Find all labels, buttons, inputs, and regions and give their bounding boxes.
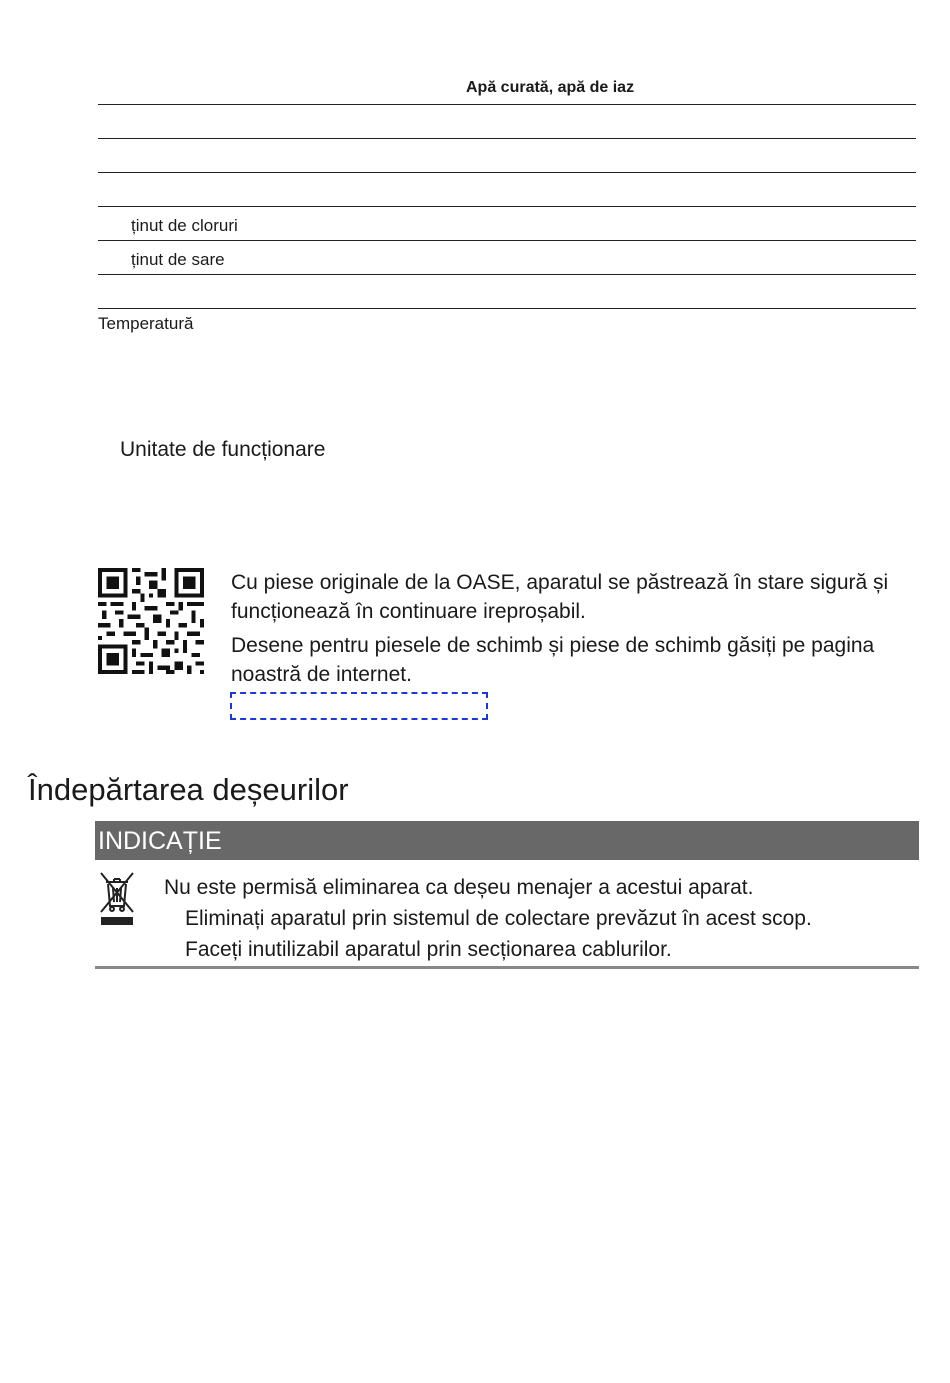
specs-table: [98, 70, 916, 309]
notice-text: [164, 872, 812, 965]
notice-line: Eliminați aparatul prin sistemul de colectare prevăzut în acest scop.: [185, 907, 812, 930]
salt-content-label: ținut de sare: [131, 250, 225, 269]
notice-label: INDICAȚIE: [98, 827, 222, 855]
section-title-disposal: Îndepărtarea deșeurilor: [28, 772, 349, 807]
notice-header: [95, 821, 919, 860]
chloride-content-label: ținut de cloruri: [131, 216, 238, 235]
spare-parts-link[interactable]: [230, 692, 488, 720]
spare-parts-paragraph: Desene pentru piesele de schimb și piese de schimb găsiți pe pagina noastră de internet.: [231, 634, 875, 686]
operating-unit-label: Unitate de funcționare: [120, 438, 326, 461]
table-row: [98, 207, 916, 241]
table-header-row: [98, 70, 916, 105]
table-header-water: Apă curată, apă de iaz: [466, 79, 635, 96]
table-row: [98, 139, 916, 173]
temperature-label: Temperatură: [98, 314, 194, 333]
spare-parts-paragraph: Cu piese originale de la OASE, aparatul se păstrează în stare sigură și funcționează în continuare ireproșabil.: [231, 571, 889, 623]
qr-code-icon[interactable]: [98, 568, 204, 674]
table-row: [98, 105, 916, 139]
table-row: [98, 173, 916, 207]
notice-body: [95, 860, 919, 969]
crossed-out-bin-icon: [98, 870, 136, 926]
notice-line: Nu este permisă eliminarea ca deșeu menajer a acestui aparat.: [164, 876, 754, 899]
spare-parts-text: [231, 568, 911, 694]
table-row: [98, 275, 916, 309]
notice-line: Faceți inutilizabil aparatul prin secționarea cablurilor.: [185, 938, 672, 961]
table-row: [98, 241, 916, 275]
